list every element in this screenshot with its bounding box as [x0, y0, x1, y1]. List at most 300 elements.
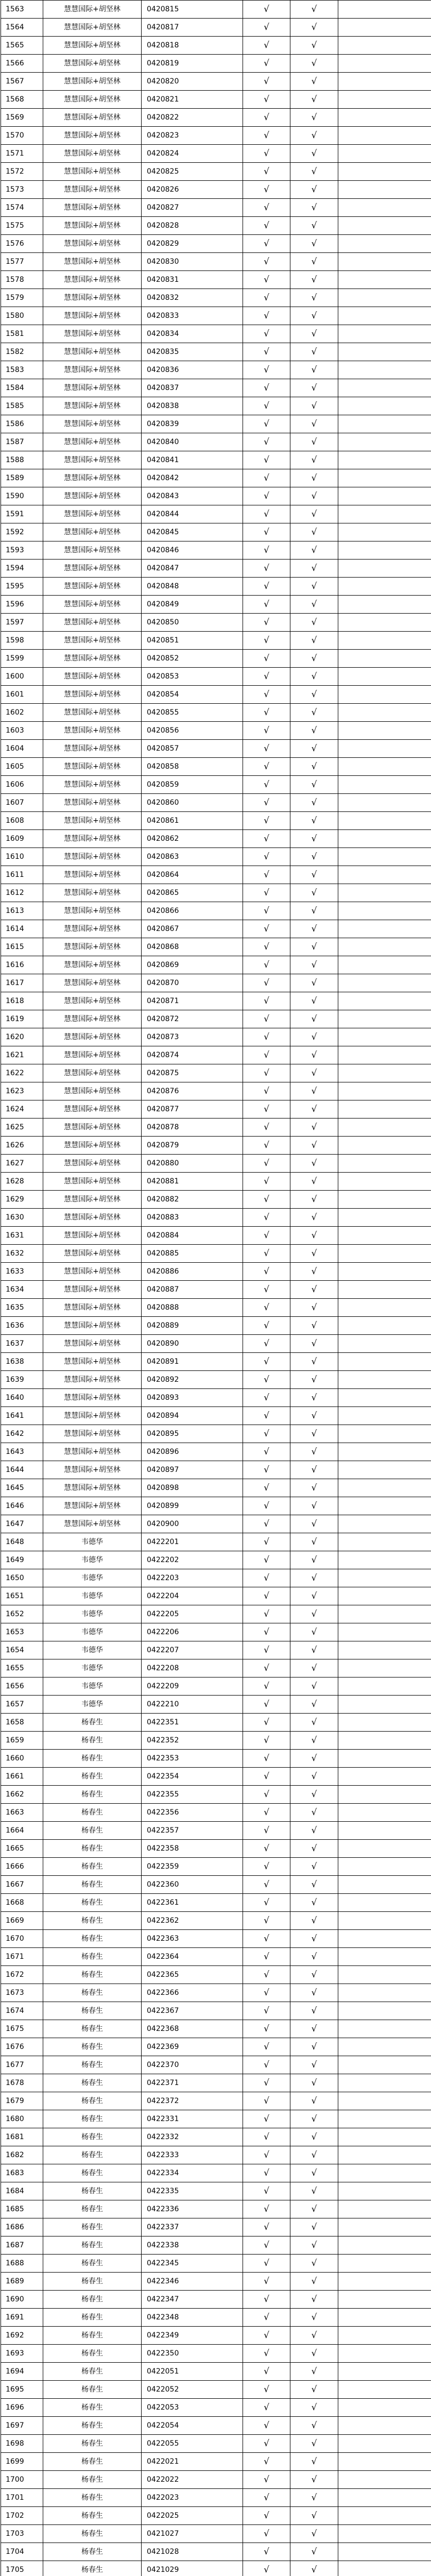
table-row	[1, 722, 431, 740]
table-row	[1, 73, 431, 91]
holder-name-cell: 杨春生	[43, 2309, 142, 2327]
table-row	[1, 1605, 431, 1623]
table-row	[1, 560, 431, 578]
row-number-cell: 1629	[1, 1191, 43, 1209]
row-number-cell: 1591	[1, 505, 43, 523]
row-number-cell: 1582	[1, 343, 43, 361]
remark-cell	[338, 2363, 431, 2381]
check-mark-cell: √	[290, 1533, 338, 1551]
remark-cell	[338, 1, 431, 19]
holder-name-cell: 慧慧国际+胡坚林	[43, 271, 142, 289]
table-row	[1, 2327, 431, 2345]
check-mark-cell: √	[243, 2255, 290, 2273]
check-mark-cell: √	[290, 1768, 338, 1786]
row-number-cell: 1637	[1, 1335, 43, 1353]
ticket-table-body	[1, 1, 431, 2576]
table-row	[1, 1551, 431, 1569]
table-row	[1, 505, 431, 523]
remark-cell	[338, 523, 431, 541]
ticket-code-cell: 0422363	[142, 1930, 243, 1948]
check-mark-cell: √	[243, 2345, 290, 2363]
holder-name-cell: 慧慧国际+胡坚林	[43, 1335, 142, 1353]
table-row	[1, 812, 431, 830]
ticket-code-cell: 0422210	[142, 1696, 243, 1714]
check-mark-cell: √	[243, 758, 290, 776]
holder-name-cell: 慧慧国际+胡坚林	[43, 722, 142, 740]
check-mark-cell: √	[290, 487, 338, 505]
holder-name-cell: 杨春生	[43, 2471, 142, 2489]
row-number-cell: 1683	[1, 2164, 43, 2182]
ticket-code-cell: 0420836	[142, 361, 243, 379]
table-row	[1, 1876, 431, 1894]
row-number-cell: 1588	[1, 451, 43, 469]
ticket-code-cell: 0422362	[142, 1912, 243, 1930]
row-number-cell: 1662	[1, 1786, 43, 1804]
check-mark-cell: √	[243, 2489, 290, 2507]
remark-cell	[338, 1804, 431, 1822]
check-mark-cell: √	[290, 1263, 338, 1281]
table-row	[1, 307, 431, 325]
remark-cell	[338, 2453, 431, 2471]
check-mark-cell: √	[243, 1209, 290, 1227]
remark-cell	[338, 1353, 431, 1371]
ticket-code-cell: 0422353	[142, 1750, 243, 1768]
check-mark-cell: √	[290, 848, 338, 866]
table-row	[1, 1587, 431, 1605]
table-row	[1, 217, 431, 235]
row-number-cell: 1700	[1, 2471, 43, 2489]
ticket-code-cell: 0422356	[142, 1804, 243, 1822]
check-mark-cell: √	[243, 2146, 290, 2164]
check-mark-cell: √	[243, 1227, 290, 1245]
ticket-code-cell: 0420838	[142, 397, 243, 415]
check-mark-cell: √	[243, 541, 290, 560]
check-mark-cell: √	[243, 848, 290, 866]
ticket-code-cell: 0420852	[142, 650, 243, 668]
remark-cell	[338, 361, 431, 379]
check-mark-cell: √	[290, 2561, 338, 2576]
table-row	[1, 1641, 431, 1659]
check-mark-cell: √	[243, 2543, 290, 2561]
remark-cell	[338, 1641, 431, 1659]
holder-name-cell: 慧慧国际+胡坚林	[43, 217, 142, 235]
holder-name-cell: 慧慧国际+胡坚林	[43, 1389, 142, 1407]
check-mark-cell: √	[290, 992, 338, 1010]
check-mark-cell: √	[290, 145, 338, 163]
check-mark-cell: √	[243, 1263, 290, 1281]
ticket-code-cell: 0422023	[142, 2489, 243, 2507]
row-number-cell: 1571	[1, 145, 43, 163]
holder-name-cell: 杨春生	[43, 2489, 142, 2507]
holder-name-cell: 韦德华	[43, 1569, 142, 1587]
check-mark-cell: √	[290, 2363, 338, 2381]
row-number-cell: 1664	[1, 1822, 43, 1840]
check-mark-cell: √	[243, 794, 290, 812]
row-number-cell: 1665	[1, 1840, 43, 1858]
check-mark-cell: √	[243, 1822, 290, 1840]
holder-name-cell: 慧慧国际+胡坚林	[43, 1173, 142, 1191]
remark-cell	[338, 2381, 431, 2399]
ticket-code-cell: 0420834	[142, 325, 243, 343]
row-number-cell: 1655	[1, 1659, 43, 1677]
remark-cell	[338, 2146, 431, 2164]
table-row	[1, 866, 431, 884]
check-mark-cell: √	[290, 776, 338, 794]
row-number-cell: 1626	[1, 1137, 43, 1155]
check-mark-cell: √	[290, 974, 338, 992]
check-mark-cell: √	[290, 668, 338, 686]
holder-name-cell: 慧慧国际+胡坚林	[43, 325, 142, 343]
row-number-cell: 1611	[1, 866, 43, 884]
check-mark-cell: √	[290, 1822, 338, 1840]
remark-cell	[338, 668, 431, 686]
check-mark-cell: √	[290, 794, 338, 812]
table-row	[1, 1155, 431, 1173]
ticket-code-cell: 0422206	[142, 1623, 243, 1641]
holder-name-cell: 杨春生	[43, 2074, 142, 2092]
row-number-cell: 1604	[1, 740, 43, 758]
ticket-code-cell: 0420826	[142, 181, 243, 199]
check-mark-cell: √	[243, 1696, 290, 1714]
table-row	[1, 2417, 431, 2435]
holder-name-cell: 慧慧国际+胡坚林	[43, 379, 142, 397]
holder-name-cell: 慧慧国际+胡坚林	[43, 1353, 142, 1371]
ticket-code-cell: 0422357	[142, 1822, 243, 1840]
remark-cell	[338, 487, 431, 505]
check-mark-cell: √	[290, 1227, 338, 1245]
row-number-cell: 1597	[1, 614, 43, 632]
holder-name-cell: 慧慧国际+胡坚林	[43, 776, 142, 794]
remark-cell	[338, 1732, 431, 1750]
check-mark-cell: √	[243, 361, 290, 379]
check-mark-cell: √	[290, 253, 338, 271]
table-row	[1, 2543, 431, 2561]
check-mark-cell: √	[290, 1389, 338, 1407]
table-row	[1, 1984, 431, 2002]
holder-name-cell: 杨春生	[43, 1732, 142, 1750]
row-number-cell: 1593	[1, 541, 43, 560]
ticket-code-cell: 0420824	[142, 145, 243, 163]
ticket-code-cell: 0422349	[142, 2327, 243, 2345]
check-mark-cell: √	[290, 1497, 338, 1515]
table-row	[1, 884, 431, 902]
holder-name-cell: 韦德华	[43, 1551, 142, 1569]
row-number-cell: 1608	[1, 812, 43, 830]
row-number-cell: 1586	[1, 415, 43, 433]
row-number-cell: 1574	[1, 199, 43, 217]
check-mark-cell: √	[290, 1137, 338, 1155]
check-mark-cell: √	[243, 1768, 290, 1786]
row-number-cell: 1594	[1, 560, 43, 578]
row-number-cell: 1576	[1, 235, 43, 253]
row-number-cell: 1695	[1, 2381, 43, 2399]
ticket-code-cell: 0422053	[142, 2399, 243, 2417]
remark-cell	[338, 1479, 431, 1497]
row-number-cell: 1566	[1, 55, 43, 73]
table-row	[1, 1677, 431, 1696]
holder-name-cell: 慧慧国际+胡坚林	[43, 614, 142, 632]
table-row	[1, 974, 431, 992]
holder-name-cell: 杨春生	[43, 2038, 142, 2056]
row-number-cell: 1705	[1, 2561, 43, 2576]
remark-cell	[338, 397, 431, 415]
ticket-code-cell: 0420863	[142, 848, 243, 866]
table-row	[1, 2146, 431, 2164]
check-mark-cell: √	[243, 1605, 290, 1623]
check-mark-cell: √	[243, 1299, 290, 1317]
check-mark-cell: √	[290, 1028, 338, 1046]
ticket-code-cell: 0420842	[142, 469, 243, 487]
table-row	[1, 253, 431, 271]
holder-name-cell: 杨春生	[43, 2381, 142, 2399]
ticket-code-cell: 0422208	[142, 1659, 243, 1677]
row-number-cell: 1573	[1, 181, 43, 199]
holder-name-cell: 慧慧国际+胡坚林	[43, 632, 142, 650]
holder-name-cell: 慧慧国际+胡坚林	[43, 1046, 142, 1064]
holder-name-cell: 慧慧国际+胡坚林	[43, 938, 142, 956]
ticket-code-cell: 0420873	[142, 1028, 243, 1046]
remark-cell	[338, 740, 431, 758]
check-mark-cell: √	[290, 614, 338, 632]
check-mark-cell: √	[290, 1876, 338, 1894]
check-mark-cell: √	[243, 1659, 290, 1677]
table-row	[1, 596, 431, 614]
ticket-code-cell: 0421027	[142, 2525, 243, 2543]
check-mark-cell: √	[243, 253, 290, 271]
ticket-code-cell: 0420835	[142, 343, 243, 361]
check-mark-cell: √	[243, 2200, 290, 2218]
row-number-cell: 1682	[1, 2146, 43, 2164]
holder-name-cell: 杨春生	[43, 2164, 142, 2182]
row-number-cell: 1644	[1, 1461, 43, 1479]
check-mark-cell: √	[290, 55, 338, 73]
check-mark-cell: √	[290, 596, 338, 614]
check-mark-cell: √	[243, 379, 290, 397]
check-mark-cell: √	[290, 866, 338, 884]
table-row	[1, 1732, 431, 1750]
row-number-cell: 1659	[1, 1732, 43, 1750]
row-number-cell: 1583	[1, 361, 43, 379]
check-mark-cell: √	[243, 91, 290, 109]
check-mark-cell: √	[243, 1010, 290, 1028]
remark-cell	[338, 1623, 431, 1641]
row-number-cell: 1653	[1, 1623, 43, 1641]
ticket-code-cell: 0420878	[142, 1118, 243, 1137]
remark-cell	[338, 884, 431, 902]
holder-name-cell: 慧慧国际+胡坚林	[43, 1299, 142, 1317]
table-row	[1, 1894, 431, 1912]
remark-cell	[338, 758, 431, 776]
remark-cell	[338, 2273, 431, 2291]
remark-cell	[338, 920, 431, 938]
check-mark-cell: √	[290, 181, 338, 199]
ticket-code-cell: 0420883	[142, 1209, 243, 1227]
check-mark-cell: √	[243, 1533, 290, 1551]
check-mark-cell: √	[290, 1209, 338, 1227]
holder-name-cell: 慧慧国际+胡坚林	[43, 974, 142, 992]
remark-cell	[338, 1245, 431, 1263]
ticket-code-cell: 0420877	[142, 1100, 243, 1118]
table-row	[1, 2291, 431, 2309]
check-mark-cell: √	[290, 650, 338, 668]
row-number-cell: 1671	[1, 1948, 43, 1966]
ticket-code-cell: 0422350	[142, 2345, 243, 2363]
remark-cell	[338, 1930, 431, 1948]
check-mark-cell: √	[290, 1804, 338, 1822]
table-row	[1, 1335, 431, 1353]
table-row	[1, 704, 431, 722]
remark-cell	[338, 1605, 431, 1623]
row-number-cell: 1630	[1, 1209, 43, 1227]
check-mark-cell: √	[243, 938, 290, 956]
check-mark-cell: √	[290, 397, 338, 415]
holder-name-cell: 慧慧国际+胡坚林	[43, 1191, 142, 1209]
ticket-code-cell: 0420866	[142, 902, 243, 920]
check-mark-cell: √	[243, 451, 290, 469]
ticket-code-cell: 0422345	[142, 2255, 243, 2273]
remark-cell	[338, 1696, 431, 1714]
ticket-code-cell: 0420839	[142, 415, 243, 433]
check-mark-cell: √	[243, 1930, 290, 1948]
table-row	[1, 2453, 431, 2471]
check-mark-cell: √	[290, 1659, 338, 1677]
check-mark-cell: √	[290, 1407, 338, 1425]
row-number-cell: 1699	[1, 2453, 43, 2471]
check-mark-cell: √	[243, 1046, 290, 1064]
check-mark-cell: √	[243, 578, 290, 596]
check-mark-cell: √	[290, 415, 338, 433]
remark-cell	[338, 596, 431, 614]
row-number-cell: 1621	[1, 1046, 43, 1064]
holder-name-cell: 慧慧国际+胡坚林	[43, 1227, 142, 1245]
row-number-cell: 1651	[1, 1587, 43, 1605]
holder-name-cell: 杨春生	[43, 2146, 142, 2164]
ticket-code-cell: 0420821	[142, 91, 243, 109]
table-row	[1, 2020, 431, 2038]
check-mark-cell: √	[290, 1696, 338, 1714]
table-row	[1, 1948, 431, 1966]
check-mark-cell: √	[290, 163, 338, 181]
row-number-cell: 1691	[1, 2309, 43, 2327]
row-number-cell: 1570	[1, 127, 43, 145]
remark-cell	[338, 1768, 431, 1786]
holder-name-cell: 韦德华	[43, 1533, 142, 1551]
check-mark-cell: √	[243, 830, 290, 848]
ticket-code-cell: 0420849	[142, 596, 243, 614]
ticket-code-cell: 0420874	[142, 1046, 243, 1064]
ticket-code-cell: 0422347	[142, 2291, 243, 2309]
check-mark-cell: √	[243, 2363, 290, 2381]
table-row	[1, 1263, 431, 1281]
row-number-cell: 1579	[1, 289, 43, 307]
check-mark-cell: √	[243, 37, 290, 55]
check-mark-cell: √	[290, 2020, 338, 2038]
remark-cell	[338, 2164, 431, 2182]
ticket-code-cell: 0422203	[142, 1569, 243, 1587]
row-number-cell: 1613	[1, 902, 43, 920]
remark-cell	[338, 2435, 431, 2453]
remark-cell	[338, 2128, 431, 2146]
row-number-cell: 1636	[1, 1317, 43, 1335]
holder-name-cell: 慧慧国际+胡坚林	[43, 1209, 142, 1227]
table-row	[1, 2110, 431, 2128]
remark-cell	[338, 2543, 431, 2561]
check-mark-cell: √	[243, 1028, 290, 1046]
row-number-cell: 1605	[1, 758, 43, 776]
check-mark-cell: √	[290, 560, 338, 578]
check-mark-cell: √	[290, 2525, 338, 2543]
row-number-cell: 1648	[1, 1533, 43, 1551]
holder-name-cell: 慧慧国际+胡坚林	[43, 830, 142, 848]
check-mark-cell: √	[290, 1732, 338, 1750]
remark-cell	[338, 307, 431, 325]
holder-name-cell: 慧慧国际+胡坚林	[43, 668, 142, 686]
table-row	[1, 1299, 431, 1317]
row-number-cell: 1679	[1, 2092, 43, 2110]
check-mark-cell: √	[290, 1245, 338, 1263]
remark-cell	[338, 2074, 431, 2092]
ticket-code-cell: 0422334	[142, 2164, 243, 2182]
holder-name-cell: 杨春生	[43, 1930, 142, 1948]
row-number-cell: 1568	[1, 91, 43, 109]
row-number-cell: 1692	[1, 2327, 43, 2345]
row-number-cell: 1601	[1, 686, 43, 704]
holder-name-cell: 慧慧国际+胡坚林	[43, 541, 142, 560]
check-mark-cell: √	[290, 235, 338, 253]
table-row	[1, 271, 431, 289]
row-number-cell: 1614	[1, 920, 43, 938]
table-row	[1, 668, 431, 686]
table-row	[1, 2345, 431, 2363]
holder-name-cell: 慧慧国际+胡坚林	[43, 1317, 142, 1335]
table-row	[1, 776, 431, 794]
check-mark-cell: √	[243, 1641, 290, 1659]
row-number-cell: 1674	[1, 2002, 43, 2020]
ticket-code-cell: 0420885	[142, 1245, 243, 1263]
table-row	[1, 1227, 431, 1245]
row-number-cell: 1697	[1, 2417, 43, 2435]
row-number-cell: 1563	[1, 1, 43, 19]
remark-cell	[338, 1443, 431, 1461]
check-mark-cell: √	[243, 2092, 290, 2110]
remark-cell	[338, 2255, 431, 2273]
check-mark-cell: √	[243, 163, 290, 181]
ticket-code-cell: 0422364	[142, 1948, 243, 1966]
remark-cell	[338, 1281, 431, 1299]
row-number-cell: 1618	[1, 992, 43, 1010]
check-mark-cell: √	[290, 2255, 338, 2273]
holder-name-cell: 慧慧国际+胡坚林	[43, 848, 142, 866]
row-number-cell: 1656	[1, 1677, 43, 1696]
row-number-cell: 1565	[1, 37, 43, 55]
row-number-cell: 1633	[1, 1263, 43, 1281]
table-row	[1, 938, 431, 956]
holder-name-cell: 慧慧国际+胡坚林	[43, 1064, 142, 1082]
table-row	[1, 758, 431, 776]
table-row	[1, 1010, 431, 1028]
row-number-cell: 1598	[1, 632, 43, 650]
ticket-code-cell: 0420833	[142, 307, 243, 325]
holder-name-cell: 慧慧国际+胡坚林	[43, 1010, 142, 1028]
holder-name-cell: 韦德华	[43, 1659, 142, 1677]
ticket-code-cell: 0420900	[142, 1515, 243, 1533]
ticket-code-cell: 0420840	[142, 433, 243, 451]
check-mark-cell: √	[243, 884, 290, 902]
holder-name-cell: 杨春生	[43, 2363, 142, 2381]
check-mark-cell: √	[290, 2092, 338, 2110]
check-mark-cell: √	[243, 415, 290, 433]
ticket-code-cell: 0420871	[142, 992, 243, 1010]
